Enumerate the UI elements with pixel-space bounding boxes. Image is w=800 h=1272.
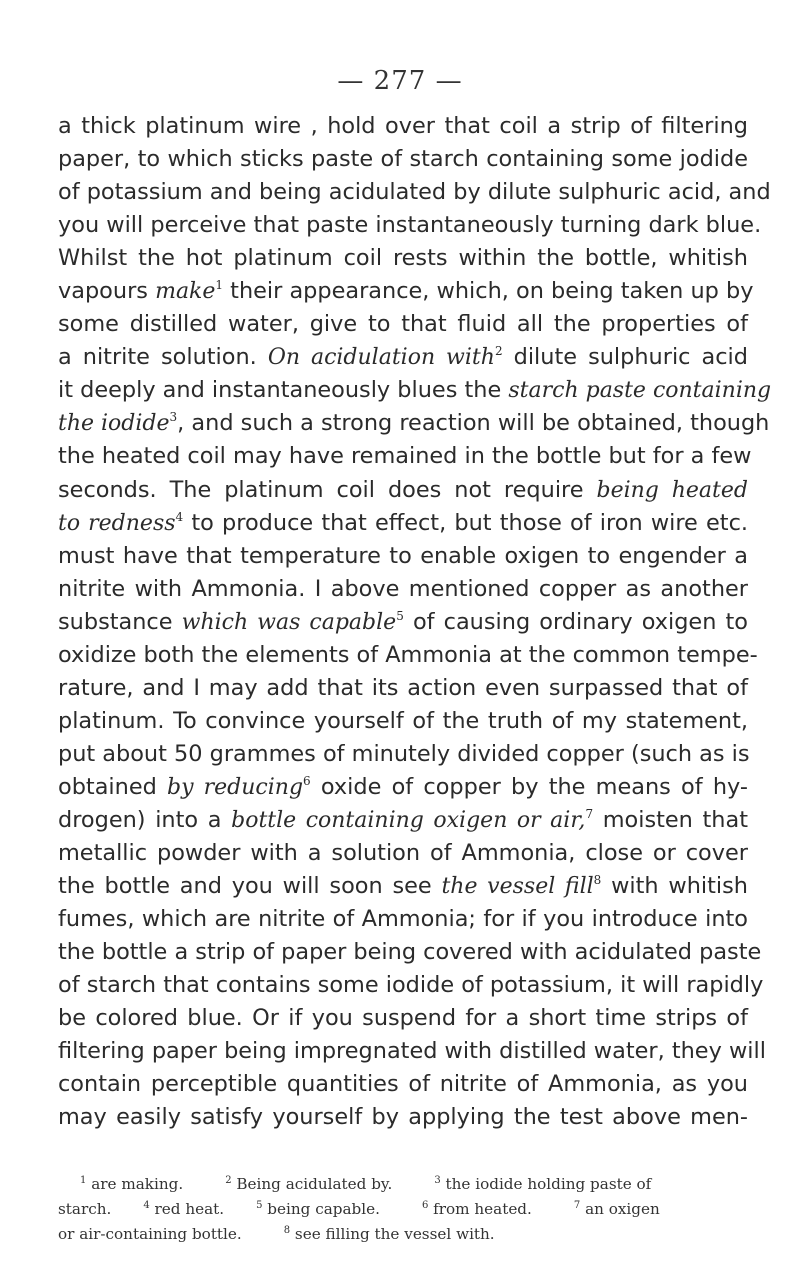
footnote-item — [422, 1197, 532, 1222]
footnote-text: are making. — [91, 1175, 184, 1193]
text-line — [58, 540, 748, 573]
text-run: the heated coil may have remained in the bottle but for a few — [58, 443, 752, 470]
footnotes — [58, 1172, 748, 1247]
text-run: of potassium and being acidulated by dilute sulphuric acid, and — [58, 179, 771, 206]
text-line — [58, 1002, 748, 1035]
footnote-text: Being acidulated by. — [236, 1175, 393, 1193]
footnote-number: 2 — [225, 1175, 232, 1186]
text-run: the bottle and you will soon see — [58, 873, 442, 900]
text-line — [58, 672, 748, 705]
footnote-ref: 4 — [175, 509, 184, 524]
text-line — [58, 1101, 748, 1134]
text-line — [58, 606, 748, 639]
text-line — [58, 969, 764, 1002]
footnote-ref: 2 — [494, 344, 503, 359]
italic-phrase: by reducing — [167, 774, 304, 800]
text-run: a nitrite solution. — [58, 344, 268, 371]
footnote-text: or air-containing bottle. — [58, 1225, 242, 1243]
footnote-number: 7 — [573, 1200, 581, 1211]
body-text — [58, 110, 772, 1134]
text-run: may easily satisfy yourself by applying the test above men- — [58, 1104, 748, 1131]
text-run: Whilst the hot platinum coil rests within the bottle, whitish — [58, 245, 748, 272]
text-line — [58, 870, 748, 903]
text-run: the bottle a strip of paper being covered with acidulated paste — [58, 939, 762, 966]
text-line — [58, 209, 762, 242]
footnote-ref: 8 — [593, 873, 602, 888]
text-line — [58, 738, 748, 771]
text-line — [58, 507, 748, 540]
text-line — [58, 440, 752, 473]
footnote-item — [574, 1197, 660, 1222]
footnote-item — [143, 1197, 224, 1222]
text-line — [58, 903, 748, 936]
text-line — [58, 1068, 748, 1101]
text-run: oxide of copper by the means of hy- — [310, 773, 748, 800]
text-line — [58, 176, 771, 209]
text-run: put about 50 grammes of minutely divided copper (such as is — [58, 740, 750, 767]
footnote-ref: 1 — [215, 278, 224, 293]
text-line — [58, 1035, 766, 1068]
footnote-item — [58, 1197, 111, 1222]
footnote-number: 4 — [143, 1200, 150, 1211]
text-run: fumes, which are nitrite of Ammonia; for if you introduce into — [58, 906, 748, 933]
footnote-number: 8 — [283, 1225, 291, 1236]
footnote-line — [58, 1222, 748, 1247]
text-run: , and such a strong reaction will be obtained, though — [177, 410, 770, 437]
footnote-ref: 6 — [303, 773, 311, 788]
footnote-item — [225, 1172, 392, 1197]
text-line — [58, 143, 748, 176]
footnote-item — [256, 1197, 380, 1222]
footnote-line — [58, 1197, 748, 1222]
text-run: drogen) into a — [58, 806, 232, 833]
text-run: metallic powder with a solution of Ammonia, close or cover — [58, 840, 748, 867]
italic-phrase: the iodide — [58, 411, 170, 437]
text-line — [58, 639, 758, 672]
text-run: it deeply and instantaneously blues the — [58, 377, 509, 404]
text-line — [58, 705, 748, 738]
footnote-text: from heated. — [433, 1200, 532, 1218]
footnote-item — [80, 1172, 183, 1197]
footnote-item — [58, 1222, 242, 1247]
text-run: seconds. The platinum coil does not require — [58, 476, 597, 503]
footnote-text: red heat. — [154, 1200, 225, 1218]
text-run: rature, and I may add that its action even surpassed that of — [58, 674, 748, 701]
footnote-text: the iodide holding paste of — [445, 1175, 652, 1193]
text-run: filtering paper being impregnated with distilled water, they will — [58, 1038, 766, 1065]
footnote-text: being capable. — [267, 1200, 380, 1218]
text-run: some distilled water, give to that fluid all the properties of — [58, 311, 748, 338]
text-line — [58, 242, 748, 275]
text-run: to produce that effect, but those of iron wire etc. — [183, 509, 749, 536]
text-run: contain perceptible quantities of nitrite of Ammonia, as you — [58, 1071, 748, 1098]
italic-phrase: bottle containing oxigen or air, — [231, 807, 586, 833]
footnote-number: 1 — [80, 1175, 87, 1186]
text-line — [58, 374, 772, 407]
text-run: moisten that — [593, 806, 748, 833]
text-run: oxidize both the elements of Ammonia at the common tempe- — [58, 641, 758, 668]
footnote-number: 5 — [256, 1200, 263, 1211]
text-line — [58, 573, 748, 606]
italic-phrase: On acidulation with — [267, 345, 495, 371]
text-run: platinum. To convince yourself of the truth of my statement, — [58, 707, 748, 734]
text-run: dilute sulphuric acid — [502, 344, 748, 371]
text-line — [58, 804, 748, 837]
footnote-item — [284, 1222, 495, 1247]
footnote-item — [434, 1172, 651, 1197]
text-run: paper, to which sticks paste of starch containing some jodide — [58, 146, 748, 173]
text-run: with whitish — [601, 873, 748, 900]
footnote-ref: 3 — [169, 410, 178, 425]
text-run: you will perceive that paste instantaneously turning dark blue. — [58, 212, 762, 239]
text-run: be colored blue. Or if you suspend for a short time strips of — [58, 1005, 748, 1032]
footnote-ref: 5 — [396, 608, 404, 623]
footnote-number: 3 — [434, 1175, 441, 1186]
italic-phrase: make — [155, 279, 216, 305]
page-number: — 277 — — [337, 66, 463, 96]
footnote-text: an oxigen — [585, 1200, 660, 1218]
italic-phrase: starch paste containing — [508, 378, 772, 404]
text-run: vapours — [58, 278, 156, 305]
text-line — [58, 110, 748, 143]
text-line — [58, 407, 770, 440]
text-run: their appearance, which, on being taken up by — [223, 278, 754, 305]
footnote-text: starch. — [58, 1200, 112, 1218]
text-line — [58, 837, 748, 870]
text-line — [58, 771, 748, 804]
text-line — [58, 936, 762, 969]
text-run: of causing ordinary oxigen to — [403, 608, 748, 635]
text-run: a thick platinum wire , hold over that coil a strip of filtering — [58, 113, 748, 139]
italic-phrase: to redness — [58, 510, 176, 536]
text-line — [58, 275, 754, 308]
italic-phrase: the vessel fill — [441, 874, 594, 900]
text-line — [58, 474, 748, 507]
text-line — [58, 341, 748, 374]
text-run: must have that temperature to enable oxigen to engender a — [58, 542, 748, 569]
footnote-text: see filling the vessel with. — [294, 1225, 495, 1243]
text-run: substance — [58, 608, 182, 635]
text-line — [58, 308, 748, 341]
italic-phrase: being heated — [596, 477, 748, 503]
text-run: nitrite with Ammonia. I above mentioned copper as another — [58, 575, 748, 602]
footnote-line — [58, 1172, 748, 1197]
footnote-ref: 7 — [585, 806, 594, 821]
italic-phrase: which was capable — [181, 609, 397, 635]
text-run: of starch that contains some iodide of potassium, it will rapidly — [58, 972, 764, 999]
footnote-number: 6 — [421, 1200, 429, 1211]
text-run: obtained — [58, 773, 168, 800]
